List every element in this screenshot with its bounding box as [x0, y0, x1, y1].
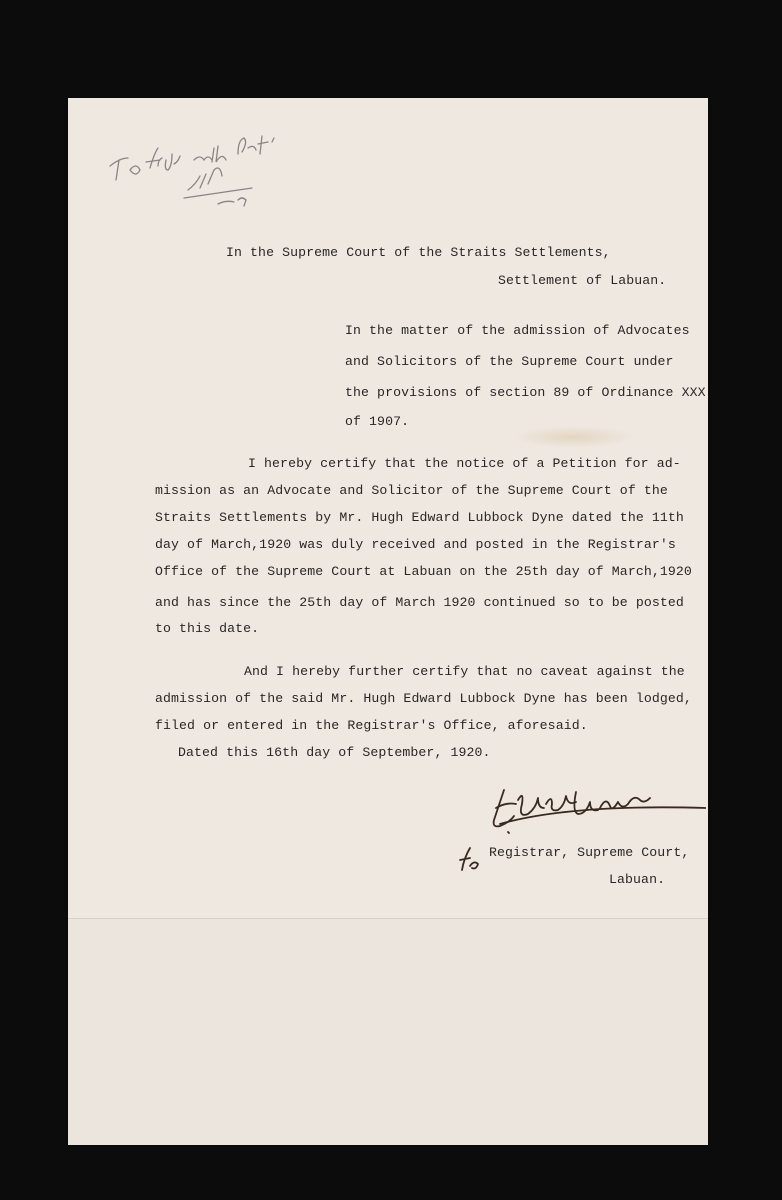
dated-line: Dated this 16th day of September, 1920.: [178, 745, 491, 760]
para1-line-7: to this date.: [155, 621, 260, 636]
matter-line-3: the provisions of section 89 of Ordinance XXX: [345, 385, 706, 400]
para2-line-1: And I hereby further certify that no caveat against the: [244, 664, 685, 679]
para1-line-4: day of March,1920 was duly received and posted in the Registrar's: [155, 537, 676, 552]
registrar-title-line1: Registrar, Supreme Court,: [489, 845, 690, 860]
para1-line-5: Office of the Supreme Court at Labuan on the 25th day of March,1920: [155, 564, 692, 579]
para1-line-6: and has since the 25th day of March 1920 continued so to be posted: [155, 595, 684, 610]
paper-fold-area: [68, 918, 708, 1145]
registrar-signature: [456, 780, 706, 880]
court-heading-line2: Settlement of Labuan.: [498, 273, 667, 288]
paper-stain: [514, 426, 634, 448]
para1-line-3: Straits Settlements by Mr. Hugh Edward Lubbock Dyne dated the 11th: [155, 510, 684, 525]
pencil-annotation: [106, 118, 316, 208]
matter-line-2: and Solicitors of the Supreme Court under: [345, 354, 674, 369]
matter-line-1: In the matter of the admission of Advocates: [345, 323, 690, 338]
para2-line-2: admission of the said Mr. Hugh Edward Lubbock Dyne has been lodged,: [155, 691, 692, 706]
registrar-title-line2: Labuan.: [609, 872, 666, 887]
court-heading-line1: In the Supreme Court of the Straits Settlements,: [226, 245, 611, 260]
para1-line-1: I hereby certify that the notice of a Petition for ad-: [248, 456, 681, 471]
document-sheet: [68, 98, 708, 1144]
para1-line-2: mission as an Advocate and Solicitor of the Supreme Court of the: [155, 483, 668, 498]
matter-line-4: of 1907.: [345, 414, 410, 429]
para2-line-3: filed or entered in the Registrar's Office, aforesaid.: [155, 718, 588, 733]
